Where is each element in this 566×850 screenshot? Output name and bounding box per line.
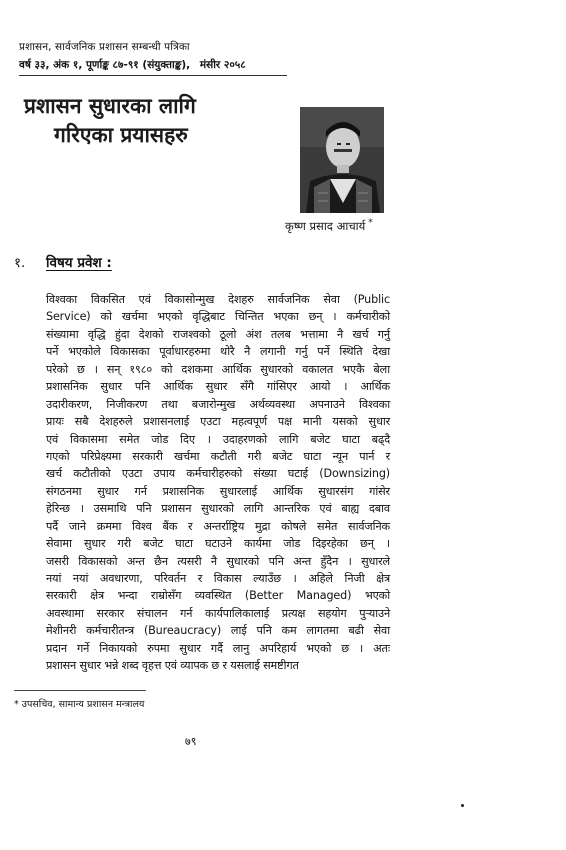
author-name-text: कृष्ण प्रसाद आचार्य <box>285 218 366 233</box>
footnote: * उपसचिव, सामान्य प्रशासन मन्त्रालय <box>14 699 145 710</box>
body-line: पर्ने भएकोले विकासका पूर्वाधारहरुमा थोरै नै लगानी गर्नु पर्ने स्थिति देखा <box>46 345 390 359</box>
body-line: सेवामा सुधार गरी बजेट घाटा घटाउने कार्यमा जोड दिइरहेका छन् । <box>46 537 390 551</box>
body-line: उदारीकरण, निजीकरण तथा बजारोन्मुख अर्थव्यवस्था अपनाउने विश्वका <box>46 397 390 411</box>
journal-volume: वर्ष ३३, अंक १, पूर्णाङ्क ८७-९१ (संयुक्ताङ्क), <box>19 59 191 71</box>
body-line: एवं विकासमा समेत जोड दिए । उदाहरणको लागि बजेट घाटा बढ्दै <box>46 432 390 446</box>
body-line: जसरी विकासको अन्त छैन त्यसरी नै सुधारको पनि अन्त हुँदैन । सुधारले <box>46 554 390 568</box>
author-photo <box>300 107 384 213</box>
body-line: सरकारी क्षेत्र भन्दा राम्रोसँग व्यवस्थित (Better Managed) भएको <box>46 589 390 603</box>
body-line: प्रशासनिक सुधार पनि आर्थिक सुधार सँगै गांसिएर आयो । आर्थिक <box>46 380 390 394</box>
body-line: प्रशासन सुधार भन्ने शब्द वृहत्त एवं व्यापक छ र यसलाई समष्टीगत <box>46 659 299 673</box>
section-title: विषय प्रवेश : <box>46 255 112 271</box>
body-line: नयां नयां अवधारणा, परिवर्तन र विकास ल्याउँछ । अहिले निजी क्षेत्र <box>46 572 390 585</box>
body-paragraph <box>46 291 390 675</box>
footnote-rule <box>14 690 146 691</box>
body-line: हेरिन्छ । उसमाथि पनि प्रशासन सुधारको लागि आन्तरिक एवं बाह्य दबाव <box>46 502 390 516</box>
body-line: संख्यामा वृद्धि हुंदा देशको राजश्वको ठूलो अंश तलब भत्तामा नै खर्च गर्नु <box>46 327 390 341</box>
author-name <box>285 218 373 234</box>
scan-speck <box>461 804 464 807</box>
article-title-line-1: प्रशासन सुधारका लागि <box>24 94 196 118</box>
body-line: पर्दै जाने क्रममा विश्व बैंक र अन्तर्राष्ट्रिय मुद्रा कोषले समेत सार्वजनिक <box>46 519 390 533</box>
body-line: प्रायः सबै देशहरुले प्रशासनलाई एउटा महत्वपूर्ण पक्ष मानी यसको सुधार <box>46 415 390 429</box>
page-number: ७९ <box>185 735 197 748</box>
body-line: गएको परिप्रेक्ष्यमा सरकारी खर्चमा कटौती गरी बजेट घाटा न्यून पार्न र <box>46 449 390 463</box>
body-line: परेको छ । सन् १९८० को दशकमा आर्थिक सुधारको वकालत भएकै बेला <box>46 362 390 376</box>
article-title-line-2: गरिएका प्रयासहरु <box>54 123 188 147</box>
journal-date: मंसीर २०५८ <box>199 59 246 71</box>
header-rule <box>19 75 287 76</box>
section-number: १. <box>14 255 26 271</box>
article-title <box>24 92 196 150</box>
body-line: प्रदान गर्ने निकायको रुपमा सुधार गर्दै लानु अपरिहार्य भएको छ । अतः <box>46 641 390 655</box>
body-line: विश्वका विकसित एवं विकासोन्मुख देशहरु सार्वजनिक सेवा (Public <box>46 293 390 306</box>
body-line: अवस्थामा सरकार संचालन गर्न कार्यपालिकालाई प्रत्यक्ष सहयोग पुऱ्याउने <box>46 606 390 620</box>
author-footnote-marker: * <box>368 218 373 228</box>
journal-name: प्रशासन, सार्वजनिक प्रशासन सम्बन्धी पत्रिका <box>19 41 190 53</box>
body-line: संगठनमा सुधार गर्न प्रशासनिक सुधारलाई आर्थिक सुधारसंग गांसेर <box>46 484 390 498</box>
body-line: Service) को खर्चमा भएको वृद्धिबाट चिन्तित भएका छन् । कर्मचारीको <box>46 310 390 324</box>
body-line: मेशीनरी कर्मचारीतन्त्र (Bureaucracy) लाई पनि कम लागतमा बढी सेवा <box>46 624 390 638</box>
journal-issue-line <box>19 58 252 72</box>
body-line: खर्च कटौतीको एउटा उपाय कर्मचारीहरुको संख्या घटाई (Downsizing) <box>46 467 390 481</box>
portrait-photo-icon <box>300 107 384 213</box>
